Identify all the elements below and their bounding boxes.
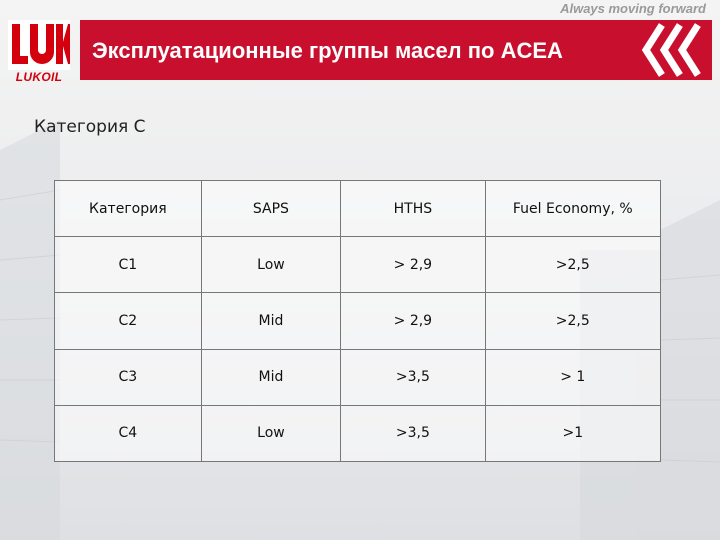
chevron-left-icon (636, 22, 704, 83)
table-cell: >2,5 (485, 237, 660, 293)
table-cell: Low (201, 405, 340, 461)
column-header: SAPS (201, 181, 340, 237)
table-cell: C2 (55, 293, 202, 349)
table-cell: C1 (55, 237, 202, 293)
acea-table (54, 180, 661, 462)
table-cell: Low (201, 237, 340, 293)
table-row (55, 293, 661, 349)
table-cell: Mid (201, 293, 340, 349)
title-bar (80, 20, 712, 80)
table-row (55, 349, 661, 405)
table-cell: C4 (55, 405, 202, 461)
table-cell: >3,5 (341, 349, 485, 405)
table-cell: >2,5 (485, 293, 660, 349)
column-header: Категория (55, 181, 202, 237)
table-cell: Mid (201, 349, 340, 405)
tagline: Always moving forward (560, 1, 706, 16)
table-row (55, 237, 661, 293)
table-row (55, 405, 661, 461)
table-header-row (55, 181, 661, 237)
column-header: Fuel Economy, % (485, 181, 660, 237)
table-cell: > 2,9 (341, 237, 485, 293)
table-cell: > 2,9 (341, 293, 485, 349)
column-header: HTHS (341, 181, 485, 237)
section-subtitle: Категория С (34, 117, 146, 137)
page-title: Эксплуатационные группы масел по ACEA (92, 38, 563, 63)
table-cell: >1 (485, 405, 660, 461)
table-cell: C3 (55, 349, 202, 405)
table-cell: > 1 (485, 349, 660, 405)
brand-name: LUKOIL (15, 70, 63, 84)
table-cell: >3,5 (341, 405, 485, 461)
